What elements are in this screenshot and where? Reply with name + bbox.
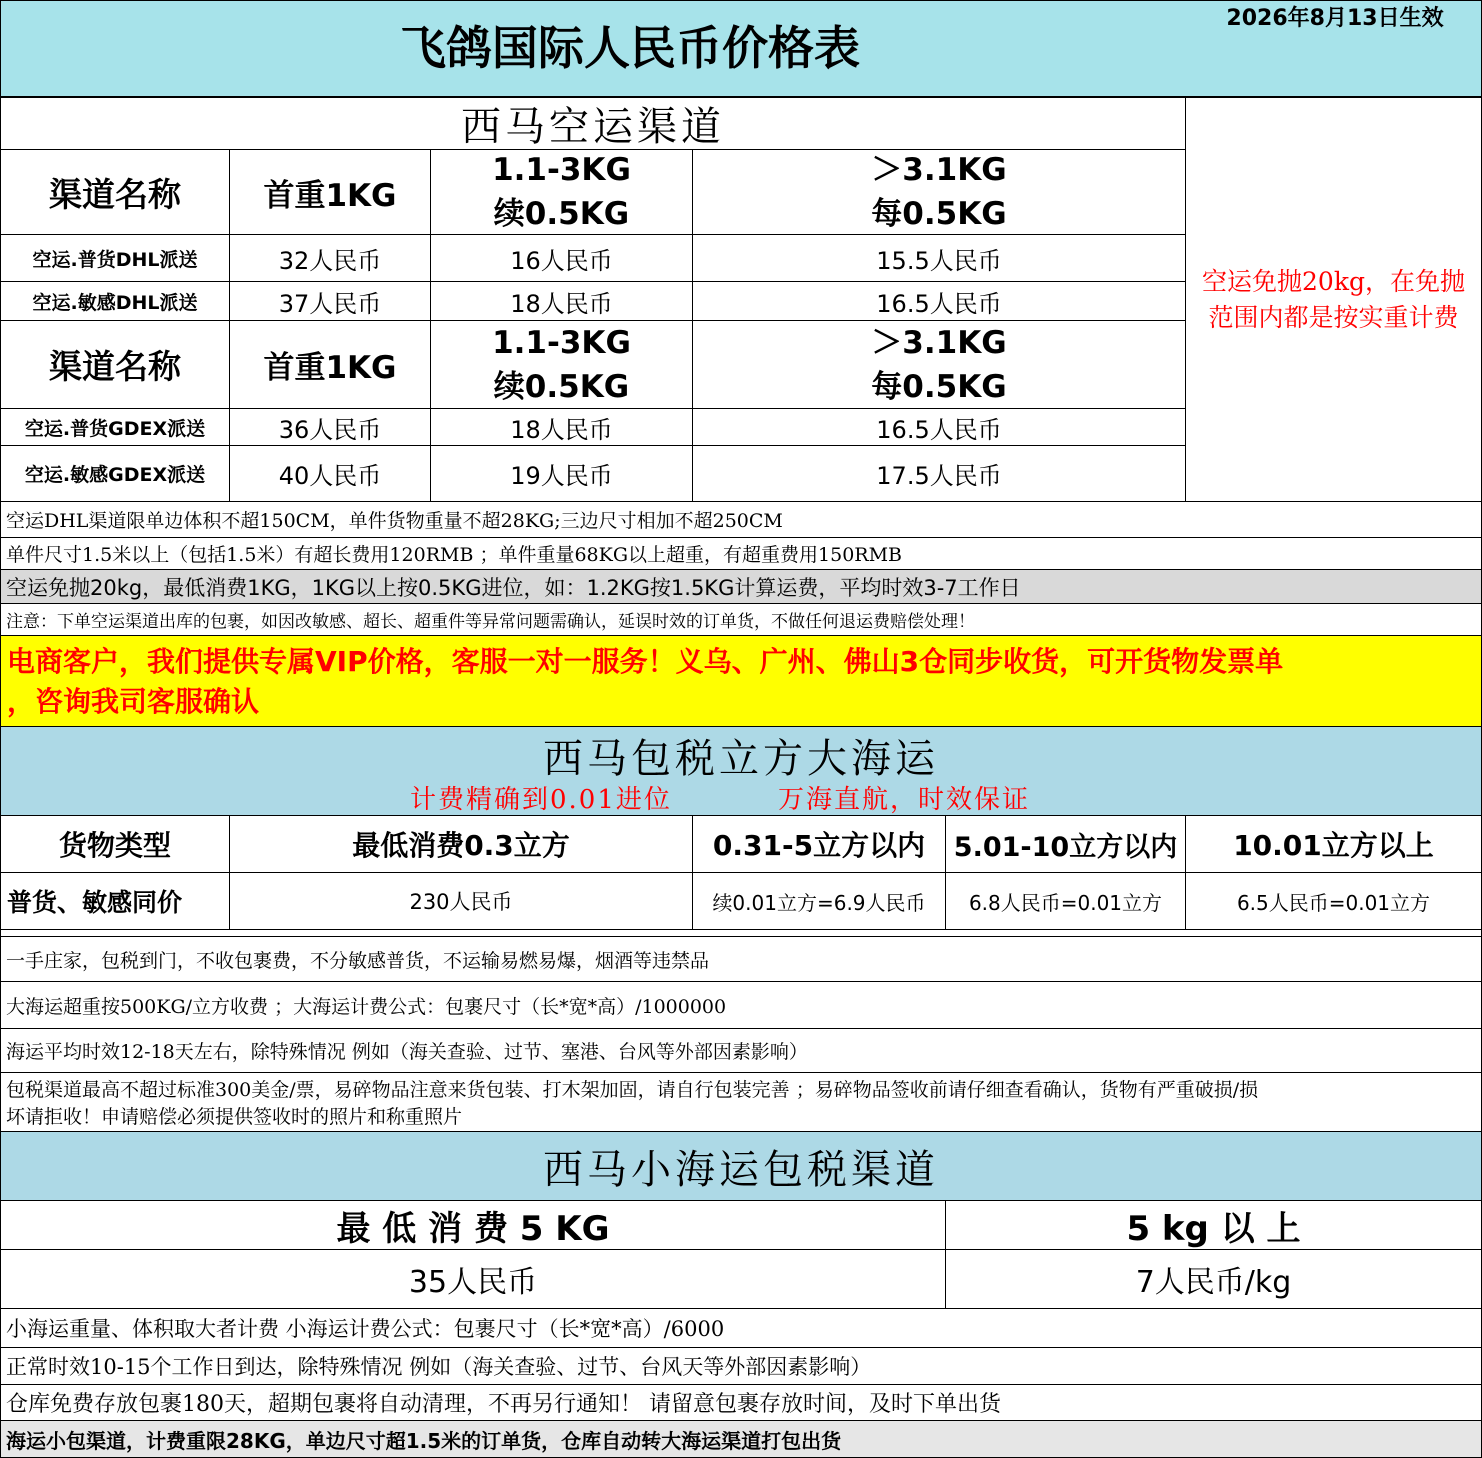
air-header-mid-line2: 续0.5KG bbox=[493, 368, 630, 405]
air-row-high: 16.5人民币 bbox=[692, 408, 1186, 446]
air-header-mid-line1: 1.1-3KG bbox=[492, 324, 631, 361]
sea-big-header-type: 货物类型 bbox=[0, 815, 230, 873]
sea-small-header-min: 最 低 消 费 5 KG bbox=[0, 1200, 946, 1250]
air-row-name: 空运.普货DHL派送 bbox=[0, 234, 230, 282]
air-side-note-line2: 范围内都是按实重计费 bbox=[1208, 302, 1459, 332]
promo-line2: ，咨询我司客服确认 bbox=[7, 685, 260, 718]
sea-big-row-type: 普货、敏感同价 bbox=[0, 872, 230, 930]
sea-big-header-min: 最低消费0.3立方 bbox=[229, 815, 693, 873]
page-title: 飞鸽国际人民币价格表 bbox=[400, 21, 860, 75]
air-note: 空运DHL渠道限单边体积不超150CM，单件货物重量不超28KG;三边尺寸相加不超250CM bbox=[0, 501, 1482, 538]
air-row-mid: 19人民币 bbox=[430, 445, 693, 502]
air-row-name: 空运.普货GDEX派送 bbox=[0, 408, 230, 446]
sea-big-row-r3: 6.5人民币=0.01立方 bbox=[1185, 872, 1482, 930]
air-row-first: 32人民币 bbox=[229, 234, 431, 282]
air-header-high bbox=[692, 320, 1186, 409]
air-row-mid: 18人民币 bbox=[430, 281, 693, 321]
air-row-name: 空运.敏感DHL派送 bbox=[0, 281, 230, 321]
sea-big-note: 大海运超重按500KG/立方收费 ；大海运计费公式：包裹尺寸（长*宽*高）/1000000 bbox=[0, 981, 1482, 1029]
air-header-mid bbox=[430, 320, 693, 409]
air-row-mid: 16人民币 bbox=[430, 234, 693, 282]
air-note-warning: 注意：下单空运渠道出库的包裹，如因改敏感、超长、超重件等异常问题需确认，延误时效的订单货，不做任何退运费赔偿处理！ bbox=[0, 603, 1482, 636]
sea-big-header-r1: 0.31-5立方以内 bbox=[692, 815, 946, 873]
sea-big-subtitle-right: 万海直航，时效保证 bbox=[778, 785, 1031, 815]
sea-small-price-min: 35人民币 bbox=[0, 1249, 946, 1309]
air-header-mid-line1: 1.1-3KG bbox=[492, 152, 631, 188]
sea-big-note: 一手庄家，包税到门，不收包裹费，不分敏感普货，不运输易燃易爆，烟酒等违禁品 bbox=[0, 936, 1482, 982]
air-row-high: 17.5人民币 bbox=[692, 445, 1186, 502]
sea-small-header-above: 5 kg 以 上 bbox=[945, 1200, 1482, 1250]
promo-line1: 电商客户，我们提供专属VIP价格，客服一对一服务！义乌、广州、佛山3仓同步收货，可开货物发票单 bbox=[7, 645, 1284, 678]
air-section-title: 西马空运渠道 bbox=[0, 97, 1186, 150]
sea-big-row-min: 230人民币 bbox=[229, 872, 693, 930]
sea-big-row-r1: 续0.01立方=6.9人民币 bbox=[692, 872, 946, 930]
sea-small-note: 仓库免费存放包裹180天，超期包裹将自动清理，不再另行通知！ 请留意包裹存放时间，及时下单出货 bbox=[0, 1384, 1482, 1421]
air-row-first: 40人民币 bbox=[229, 445, 431, 502]
sea-big-note-multiline bbox=[0, 1072, 1482, 1132]
sea-small-note: 小海运重量、体积取大者计费 小海运计费公式：包裹尺寸（长*宽*高）/6000 bbox=[0, 1308, 1482, 1348]
air-header-high-line2: 每0.5KG bbox=[871, 368, 1007, 405]
air-header-first: 首重1KG bbox=[229, 320, 431, 409]
air-row-mid: 18人民币 bbox=[430, 408, 693, 446]
air-header-high bbox=[692, 149, 1186, 235]
air-row-first: 36人民币 bbox=[229, 408, 431, 446]
air-header-high-line1: ＞3.1KG bbox=[871, 324, 1007, 361]
sea-small-note: 正常时效10-15个工作日到达，除特殊情况 例如（海关查验、过节、台风天等外部因素影响） bbox=[0, 1347, 1482, 1385]
air-header-first: 首重1KG bbox=[229, 149, 431, 235]
sea-small-final-note: 海运小包渠道，计费重限28KG，单边尺寸超1.5米的订单货，仓库自动转大海运渠道打包出货 bbox=[0, 1420, 1482, 1458]
effective-date: 2026年8月13日生效 bbox=[1226, 6, 1444, 31]
air-row-first: 37人民币 bbox=[229, 281, 431, 321]
air-note: 单件尺寸1.5米以上（包括1.5米）有超长费用120RMB ；单件重量68KG以上超重，有超重费用150RMB bbox=[0, 537, 1482, 570]
promo-banner bbox=[0, 635, 1482, 727]
air-header-high-line1: ＞3.1KG bbox=[871, 152, 1007, 188]
sea-big-note-line1: 包税渠道最高不超过标准300美金/票，易碎物品注意来货包装、打木架加固，请自行包装完善 ；易碎物品签收前请仔细查看确认，货物有严重破损/损 bbox=[6, 1079, 1259, 1101]
air-header-mid-line2: 续0.5KG bbox=[493, 196, 630, 232]
air-header-mid bbox=[430, 149, 693, 235]
sea-small-price-above: 7人民币/kg bbox=[945, 1249, 1482, 1309]
air-header-name: 渠道名称 bbox=[0, 149, 230, 235]
air-note-highlight: 空运免抛20kg，最低消费1KG，1KG以上按0.5KG进位，如：1.2KG按1.5KG计算运费，平均时效3-7工作日 bbox=[0, 569, 1482, 604]
sea-big-row-r2: 6.8人民币=0.01立方 bbox=[945, 872, 1186, 930]
sea-big-subtitle-left: 计费精确到0.01进位 bbox=[410, 785, 672, 815]
sea-big-note: 海运平均时效12-18天左右，除特殊情况 例如（海关查验、过节、塞港、台风等外部因素影响） bbox=[0, 1028, 1482, 1073]
air-row-high: 16.5人民币 bbox=[692, 281, 1186, 321]
air-header-high-line2: 每0.5KG bbox=[871, 196, 1007, 232]
sea-big-note-line2: 坏请拒收！申请赔偿必须提供签收时的照片和称重照片 bbox=[6, 1106, 463, 1128]
sea-small-section-title: 西马小海运包税渠道 bbox=[0, 1131, 1482, 1201]
sea-big-header-r2: 5.01-10立方以内 bbox=[945, 815, 1186, 873]
air-side-note bbox=[1185, 97, 1482, 502]
air-row-name: 空运.敏感GDEX派送 bbox=[0, 445, 230, 502]
air-row-high: 15.5人民币 bbox=[692, 234, 1186, 282]
sea-big-section-title: 西马包税立方大海运 bbox=[543, 736, 939, 782]
air-side-note-line1: 空运免抛20kg，在免抛 bbox=[1202, 266, 1465, 296]
air-header-name: 渠道名称 bbox=[0, 320, 230, 409]
sea-big-header-r3: 10.01立方以上 bbox=[1185, 815, 1482, 873]
